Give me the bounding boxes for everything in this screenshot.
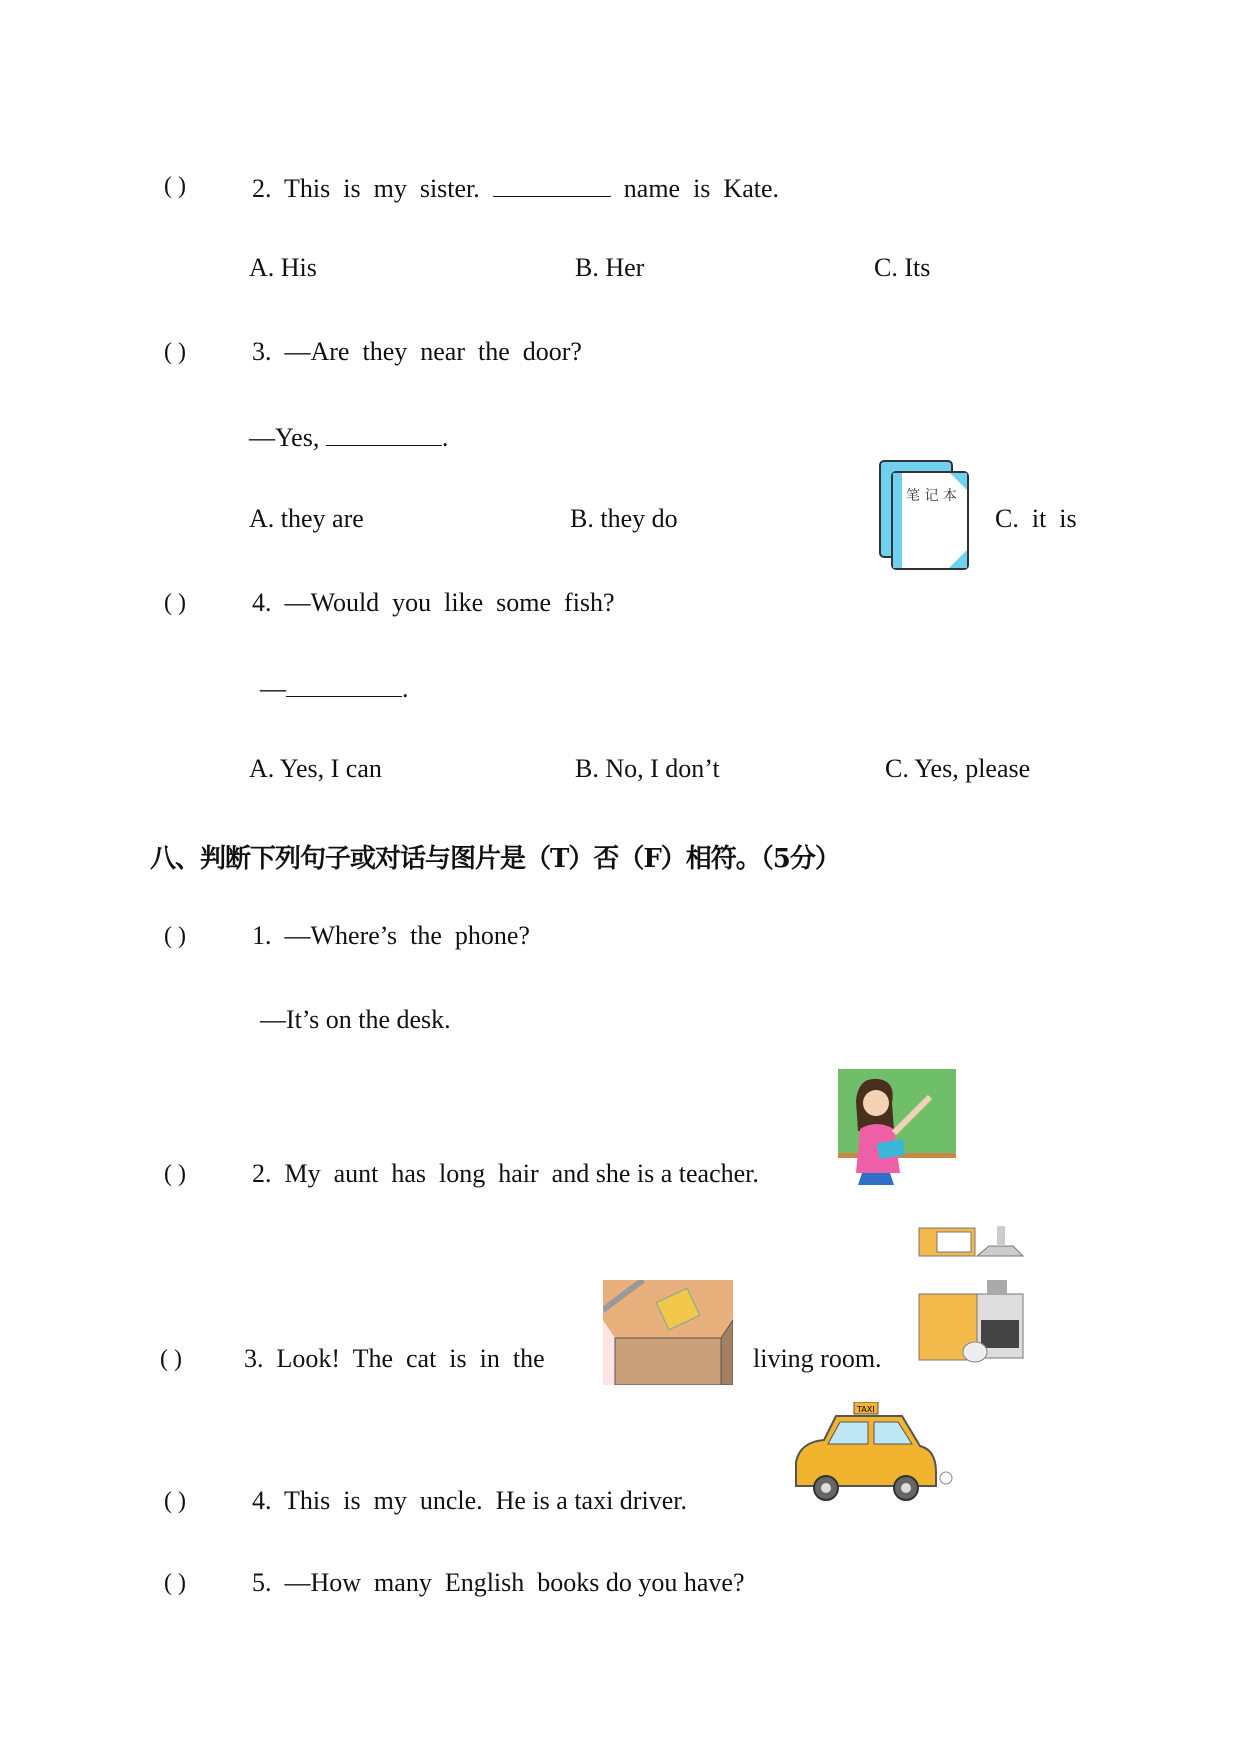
taxi-sign: TAXI bbox=[857, 1405, 875, 1414]
item-number: 4. bbox=[252, 1486, 272, 1515]
answer-paren[interactable]: ( ) bbox=[164, 590, 186, 616]
item-text: —How many English books do you have? bbox=[284, 1568, 745, 1597]
answer-paren[interactable]: ( ) bbox=[164, 1161, 186, 1187]
answer-blank[interactable] bbox=[286, 670, 402, 697]
option-a: A. Yes, I can bbox=[249, 754, 382, 783]
answer-paren[interactable]: ( ) bbox=[160, 1346, 182, 1372]
question-stem-end: name is Kate. bbox=[623, 174, 780, 203]
item-text: —Where’s the phone? bbox=[284, 921, 530, 950]
item-number: 2. bbox=[252, 1159, 272, 1188]
option-c: C. Its bbox=[874, 253, 931, 282]
question-4 bbox=[252, 587, 615, 619]
answer-blank[interactable] bbox=[493, 170, 611, 197]
item-text: This is my uncle. He is a taxi driver. bbox=[284, 1486, 687, 1515]
item-2 bbox=[252, 1158, 759, 1190]
item-text: Look! The cat is in the bbox=[276, 1344, 545, 1373]
answer-blank[interactable] bbox=[326, 419, 442, 446]
option-b: B. Her bbox=[575, 253, 645, 282]
section-heading: 八、判断下列句子或对话与图片是（T）否（F）相符。（5分） bbox=[150, 844, 840, 874]
option-b: B. they do bbox=[570, 504, 678, 533]
teacher-image bbox=[838, 1069, 956, 1185]
question-2 bbox=[252, 170, 779, 205]
question-stem: —Are they near the door? bbox=[284, 337, 582, 366]
answer-paren[interactable]: ( ) bbox=[164, 1488, 186, 1514]
option-c: C. Yes, please bbox=[885, 754, 1031, 783]
question-number: 4. bbox=[252, 588, 272, 617]
reply-line: — . bbox=[260, 670, 409, 705]
item-number: 5. bbox=[252, 1568, 272, 1597]
answer-paren[interactable]: ( ) bbox=[164, 923, 186, 949]
option-a: A. they are bbox=[249, 504, 364, 533]
reply-line: —Yes, . bbox=[249, 419, 448, 454]
item-number: 3. bbox=[244, 1344, 264, 1373]
option-b: B. No, I don’t bbox=[575, 754, 720, 783]
desk-image bbox=[603, 1280, 733, 1385]
question-stem: This is my sister. bbox=[284, 174, 480, 203]
item-3-end: living room. bbox=[753, 1344, 882, 1373]
question-stem: —Would you like some fish? bbox=[284, 588, 615, 617]
item-5 bbox=[252, 1567, 745, 1599]
question-number: 3. bbox=[252, 337, 272, 366]
item-3 bbox=[244, 1343, 545, 1375]
answer-paren[interactable]: ( ) bbox=[164, 339, 186, 365]
option-a: A. His bbox=[249, 253, 317, 282]
notebook-image bbox=[876, 458, 972, 572]
answer-paren[interactable]: ( ) bbox=[164, 1570, 186, 1596]
item-1 bbox=[252, 920, 530, 952]
taxi-image bbox=[790, 1402, 956, 1506]
question-number: 2. bbox=[252, 174, 272, 203]
answer-paren[interactable]: ( ) bbox=[164, 173, 186, 199]
item-1-reply: —It’s on the desk. bbox=[260, 1005, 451, 1034]
item-number: 1. bbox=[252, 921, 272, 950]
reply-text: — bbox=[260, 674, 286, 703]
item-4 bbox=[252, 1485, 687, 1517]
reply-text: —Yes, bbox=[249, 423, 320, 452]
option-c: C. it is bbox=[995, 504, 1077, 533]
notebook-label: 笔 记 本 bbox=[906, 488, 957, 504]
question-3 bbox=[252, 336, 582, 368]
item-text: My aunt has long hair and she is a teacher. bbox=[284, 1159, 759, 1188]
kitchen-image bbox=[917, 1222, 1027, 1368]
